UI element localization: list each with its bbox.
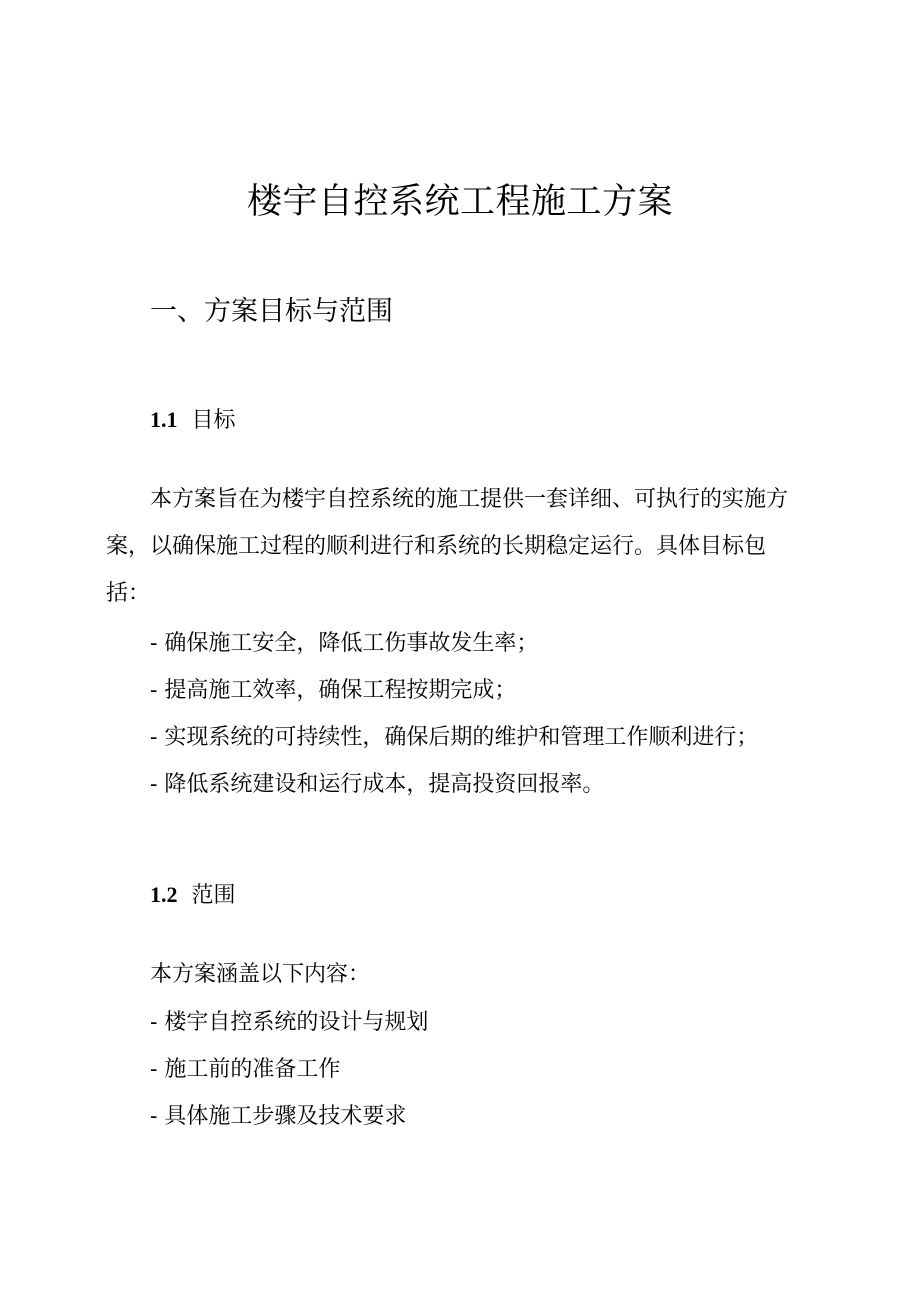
goal-list [150,620,758,808]
subsection-number: 1.1 [150,407,178,432]
scope-intro: 本方案涵盖以下内容： [150,962,371,987]
subsection-heading-1-1 [150,403,236,438]
list-item: - 提高施工效率，确保工程按期完成； [150,678,517,703]
list-item: - 降低系统建设和运行成本，提高投资回报率。 [150,772,605,797]
list-item: - 实现系统的可持续性，确保后期的维护和管理工作顺利进行； [150,725,759,750]
subsection-title: 范围 [191,883,236,908]
list-item: - 楼宇自控系统的设计与规划 [150,1010,429,1035]
subsection-title: 目标 [191,408,236,433]
scope-list [150,999,428,1140]
subsection-heading-1-2 [150,878,236,913]
section-heading-1: 一、方案目标与范围 [150,296,393,327]
list-item: - 确保施工安全，降低工伤事故发生率； [150,631,539,656]
document-title: 楼宇自控系统工程施工方案 [246,182,673,222]
subsection-number: 1.2 [150,882,178,907]
goal-paragraph: 本方案旨在为楼宇自控系统的施工提供一套详细、可执行的实施方案，以确保施工过程的顺利进行和系统的长期稳定运行。具体目标包括： [106,487,789,606]
list-item: - 具体施工步骤及技术要求 [150,1104,407,1129]
list-item: - 施工前的准备工作 [150,1057,341,1082]
